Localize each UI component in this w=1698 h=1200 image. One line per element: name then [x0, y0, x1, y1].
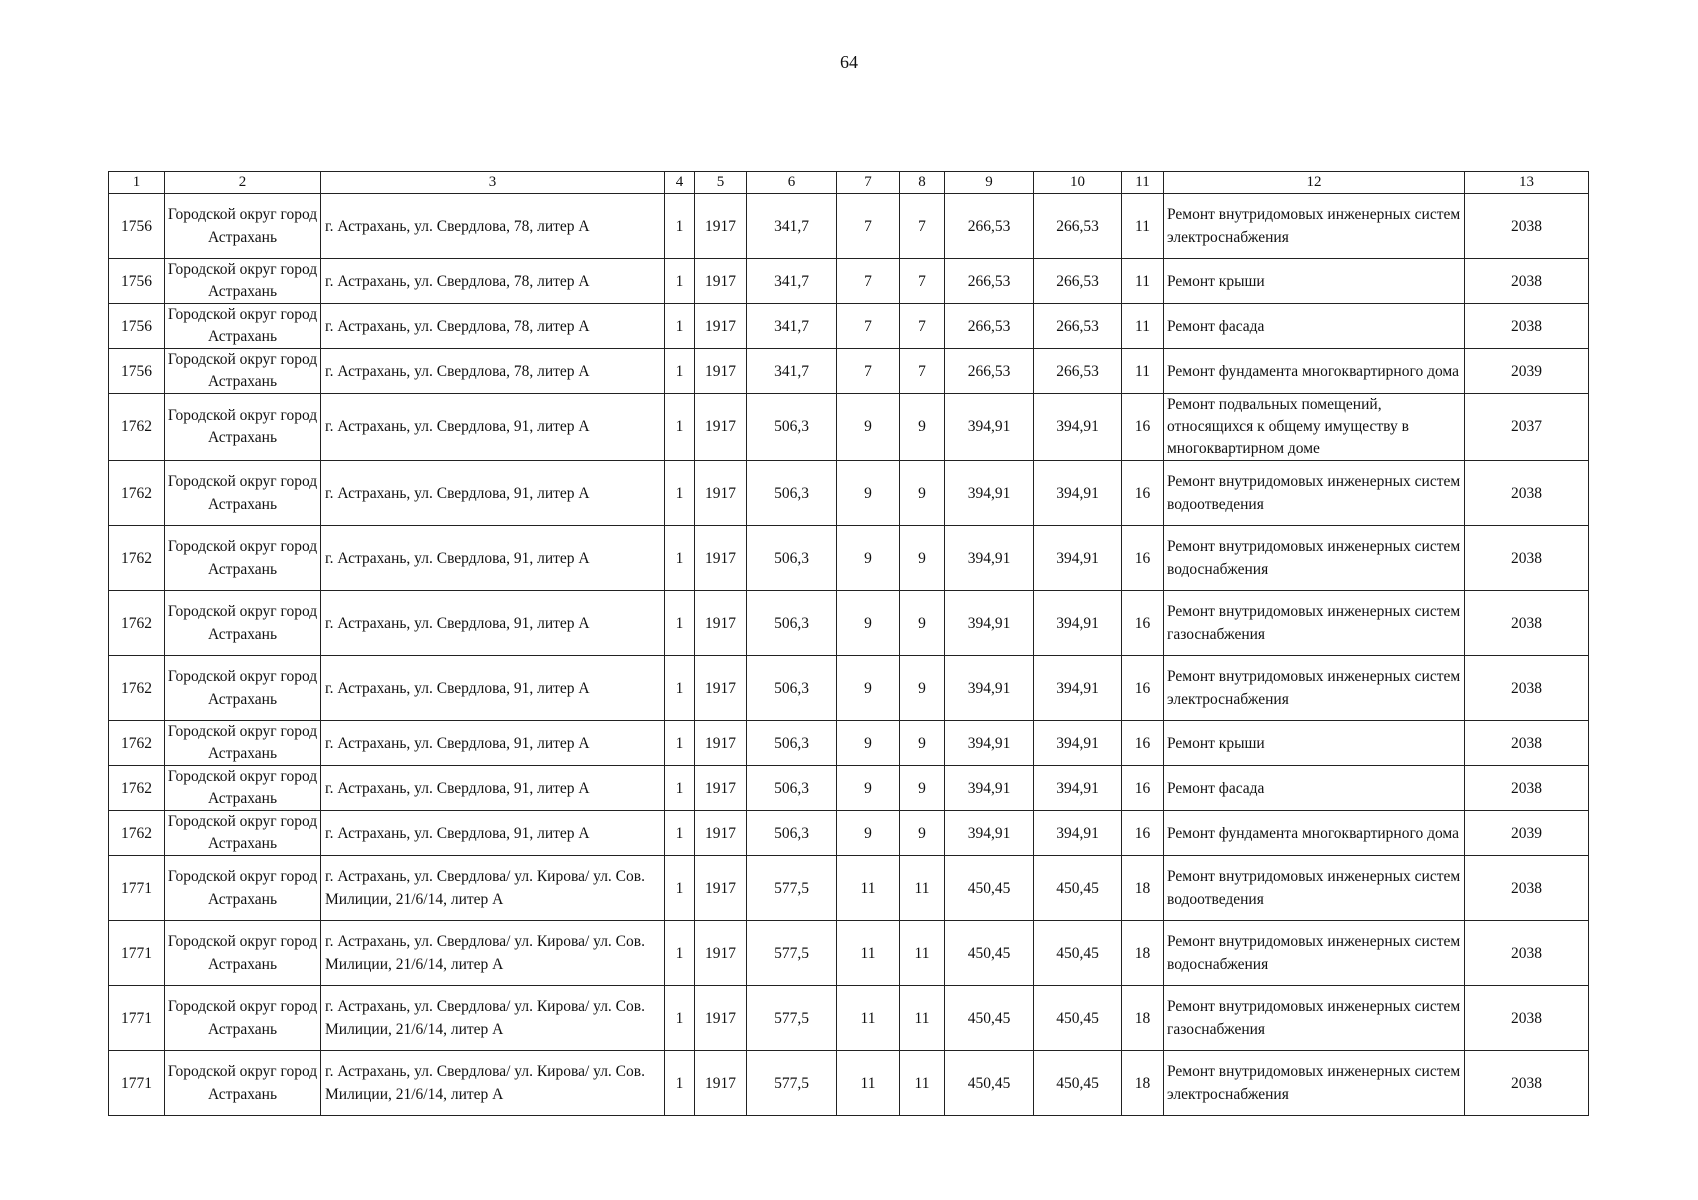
cell-floors-max: 9 — [837, 656, 900, 721]
cell-total-area: 506,3 — [747, 656, 837, 721]
cell-work-type: Ремонт внутридомовых инженерных систем водоснабжения — [1164, 921, 1465, 986]
cell-planned-year: 2039 — [1465, 349, 1589, 394]
cell-floors-min: 7 — [900, 259, 945, 304]
cell-floors-min: 11 — [900, 986, 945, 1051]
cell-residents: 18 — [1122, 856, 1164, 921]
cell-residential-area: 394,91 — [945, 766, 1034, 811]
cell-floors-max: 9 — [837, 721, 900, 766]
cell-owned-area: 394,91 — [1034, 526, 1122, 591]
cell-year-built: 1917 — [695, 349, 747, 394]
cell-residents: 16 — [1122, 461, 1164, 526]
cell-work-type: Ремонт внутридомовых инженерных систем электроснабжения — [1164, 1051, 1465, 1116]
cell-work-type: Ремонт внутридомовых инженерных систем водоотведения — [1164, 461, 1465, 526]
cell-building-count: 1 — [665, 766, 695, 811]
cell-residential-area: 394,91 — [945, 461, 1034, 526]
cell-address: г. Астрахань, ул. Свердлова/ ул. Кирова/ ул. Сов. Милиции, 21/6/14, литер А — [321, 986, 665, 1051]
cell-owned-area: 450,45 — [1034, 921, 1122, 986]
cell-year-built: 1917 — [695, 591, 747, 656]
column-header-11: 11 — [1122, 172, 1164, 194]
cell-floors-min: 9 — [900, 766, 945, 811]
column-header-10: 10 — [1034, 172, 1122, 194]
cell-planned-year: 2038 — [1465, 721, 1589, 766]
cell-work-type: Ремонт внутридомовых инженерных систем газоснабжения — [1164, 591, 1465, 656]
table-body — [109, 172, 1589, 1116]
cell-floors-min: 9 — [900, 721, 945, 766]
cell-floors-min: 7 — [900, 194, 945, 259]
cell-address: г. Астрахань, ул. Свердлова, 78, литер А — [321, 194, 665, 259]
cell-floors-max: 9 — [837, 394, 900, 461]
cell-row-number: 1756 — [109, 194, 165, 259]
cell-owned-area: 266,53 — [1034, 304, 1122, 349]
cell-planned-year: 2038 — [1465, 856, 1589, 921]
cell-residents: 16 — [1122, 394, 1164, 461]
cell-address: г. Астрахань, ул. Свердлова/ ул. Кирова/ ул. Сов. Милиции, 21/6/14, литер А — [321, 921, 665, 986]
cell-total-area: 506,3 — [747, 394, 837, 461]
cell-address: г. Астрахань, ул. Свердлова, 91, литер А — [321, 811, 665, 856]
table-row — [109, 349, 1589, 394]
cell-row-number: 1771 — [109, 1051, 165, 1116]
cell-owned-area: 394,91 — [1034, 461, 1122, 526]
table-row — [109, 591, 1589, 656]
table-row — [109, 1051, 1589, 1116]
cell-address: г. Астрахань, ул. Свердлова, 91, литер А — [321, 721, 665, 766]
cell-municipality: Городской округ город Астрахань — [165, 766, 321, 811]
cell-floors-max: 9 — [837, 766, 900, 811]
cell-total-area: 506,3 — [747, 526, 837, 591]
cell-municipality: Городской округ город Астрахань — [165, 721, 321, 766]
cell-address: г. Астрахань, ул. Свердлова, 91, литер А — [321, 526, 665, 591]
cell-building-count: 1 — [665, 656, 695, 721]
cell-residential-area: 450,45 — [945, 986, 1034, 1051]
cell-floors-max: 7 — [837, 304, 900, 349]
cell-floors-max: 9 — [837, 526, 900, 591]
cell-year-built: 1917 — [695, 986, 747, 1051]
cell-row-number: 1762 — [109, 656, 165, 721]
table-row — [109, 921, 1589, 986]
cell-residential-area: 394,91 — [945, 591, 1034, 656]
cell-year-built: 1917 — [695, 811, 747, 856]
cell-floors-min: 9 — [900, 526, 945, 591]
cell-row-number: 1762 — [109, 721, 165, 766]
cell-address: г. Астрахань, ул. Свердлова, 91, литер А — [321, 766, 665, 811]
cell-building-count: 1 — [665, 259, 695, 304]
column-header-6: 6 — [747, 172, 837, 194]
cell-owned-area: 394,91 — [1034, 811, 1122, 856]
cell-work-type: Ремонт внутридомовых инженерных систем электроснабжения — [1164, 194, 1465, 259]
cell-row-number: 1762 — [109, 811, 165, 856]
cell-floors-max: 9 — [837, 591, 900, 656]
cell-building-count: 1 — [665, 591, 695, 656]
cell-row-number: 1762 — [109, 526, 165, 591]
cell-residents: 16 — [1122, 526, 1164, 591]
table-row — [109, 721, 1589, 766]
cell-residential-area: 266,53 — [945, 304, 1034, 349]
cell-residential-area: 450,45 — [945, 1051, 1034, 1116]
cell-municipality: Городской округ город Астрахань — [165, 194, 321, 259]
cell-municipality: Городской округ город Астрахань — [165, 394, 321, 461]
cell-owned-area: 450,45 — [1034, 856, 1122, 921]
table-row — [109, 811, 1589, 856]
cell-row-number: 1771 — [109, 856, 165, 921]
cell-residential-area: 266,53 — [945, 259, 1034, 304]
column-header-8: 8 — [900, 172, 945, 194]
cell-residential-area: 450,45 — [945, 921, 1034, 986]
cell-floors-max: 11 — [837, 856, 900, 921]
cell-row-number: 1762 — [109, 766, 165, 811]
cell-total-area: 506,3 — [747, 721, 837, 766]
cell-row-number: 1762 — [109, 461, 165, 526]
cell-building-count: 1 — [665, 1051, 695, 1116]
cell-building-count: 1 — [665, 811, 695, 856]
page-number: 64 — [840, 52, 858, 72]
cell-floors-min: 11 — [900, 921, 945, 986]
cell-municipality: Городской округ город Астрахань — [165, 461, 321, 526]
cell-floors-min: 7 — [900, 349, 945, 394]
column-header-1: 1 — [109, 172, 165, 194]
cell-work-type: Ремонт фасада — [1164, 766, 1465, 811]
cell-address: г. Астрахань, ул. Свердлова/ ул. Кирова/ ул. Сов. Милиции, 21/6/14, литер А — [321, 856, 665, 921]
cell-work-type: Ремонт подвальных помещений, относящихся к общему имуществу в многоквартирном доме — [1164, 394, 1465, 461]
cell-planned-year: 2038 — [1465, 656, 1589, 721]
cell-municipality: Городской округ город Астрахань — [165, 304, 321, 349]
column-header-2: 2 — [165, 172, 321, 194]
cell-floors-min: 7 — [900, 304, 945, 349]
cell-total-area: 506,3 — [747, 461, 837, 526]
cell-building-count: 1 — [665, 526, 695, 591]
cell-total-area: 341,7 — [747, 194, 837, 259]
cell-total-area: 341,7 — [747, 349, 837, 394]
cell-planned-year: 2038 — [1465, 591, 1589, 656]
cell-address: г. Астрахань, ул. Свердлова/ ул. Кирова/ ул. Сов. Милиции, 21/6/14, литер А — [321, 1051, 665, 1116]
cell-building-count: 1 — [665, 461, 695, 526]
table-row — [109, 304, 1589, 349]
cell-floors-max: 11 — [837, 921, 900, 986]
cell-floors-max: 9 — [837, 461, 900, 526]
table-row — [109, 259, 1589, 304]
cell-municipality: Городской округ город Астрахань — [165, 349, 321, 394]
cell-total-area: 341,7 — [747, 259, 837, 304]
column-header-7: 7 — [837, 172, 900, 194]
cell-year-built: 1917 — [695, 394, 747, 461]
cell-residential-area: 450,45 — [945, 856, 1034, 921]
table-row — [109, 526, 1589, 591]
cell-year-built: 1917 — [695, 721, 747, 766]
column-header-3: 3 — [321, 172, 665, 194]
cell-residents: 11 — [1122, 349, 1164, 394]
cell-floors-min: 9 — [900, 394, 945, 461]
cell-building-count: 1 — [665, 986, 695, 1051]
cell-residential-area: 394,91 — [945, 526, 1034, 591]
cell-municipality: Городской округ город Астрахань — [165, 921, 321, 986]
cell-residents: 11 — [1122, 194, 1164, 259]
cell-residential-area: 394,91 — [945, 721, 1034, 766]
cell-year-built: 1917 — [695, 856, 747, 921]
cell-work-type: Ремонт крыши — [1164, 259, 1465, 304]
cell-row-number: 1762 — [109, 591, 165, 656]
cell-residents: 11 — [1122, 304, 1164, 349]
cell-year-built: 1917 — [695, 304, 747, 349]
cell-planned-year: 2038 — [1465, 766, 1589, 811]
cell-row-number: 1756 — [109, 259, 165, 304]
cell-year-built: 1917 — [695, 766, 747, 811]
cell-owned-area: 450,45 — [1034, 1051, 1122, 1116]
cell-address: г. Астрахань, ул. Свердлова, 91, литер А — [321, 656, 665, 721]
cell-floors-max: 7 — [837, 194, 900, 259]
cell-floors-max: 7 — [837, 349, 900, 394]
column-header-9: 9 — [945, 172, 1034, 194]
cell-planned-year: 2038 — [1465, 194, 1589, 259]
table-row — [109, 461, 1589, 526]
repair-register-table — [108, 171, 1589, 1116]
cell-work-type: Ремонт внутридомовых инженерных систем электроснабжения — [1164, 656, 1465, 721]
cell-residents: 16 — [1122, 811, 1164, 856]
cell-floors-min: 11 — [900, 856, 945, 921]
cell-row-number: 1756 — [109, 304, 165, 349]
cell-owned-area: 394,91 — [1034, 721, 1122, 766]
cell-work-type: Ремонт внутридомовых инженерных систем водоснабжения — [1164, 526, 1465, 591]
cell-municipality: Городской округ город Астрахань — [165, 986, 321, 1051]
table-row — [109, 766, 1589, 811]
cell-address: г. Астрахань, ул. Свердлова, 78, литер А — [321, 304, 665, 349]
cell-municipality: Городской округ город Астрахань — [165, 656, 321, 721]
cell-total-area: 341,7 — [747, 304, 837, 349]
cell-building-count: 1 — [665, 394, 695, 461]
cell-residents: 18 — [1122, 1051, 1164, 1116]
cell-municipality: Городской округ город Астрахань — [165, 1051, 321, 1116]
cell-planned-year: 2038 — [1465, 461, 1589, 526]
table-row — [109, 656, 1589, 721]
cell-residents: 11 — [1122, 259, 1164, 304]
cell-municipality: Городской округ город Астрахань — [165, 811, 321, 856]
cell-planned-year: 2037 — [1465, 394, 1589, 461]
cell-year-built: 1917 — [695, 461, 747, 526]
cell-residential-area: 266,53 — [945, 349, 1034, 394]
cell-work-type: Ремонт внутридомовых инженерных систем газоснабжения — [1164, 986, 1465, 1051]
column-header-4: 4 — [665, 172, 695, 194]
cell-address: г. Астрахань, ул. Свердлова, 91, литер А — [321, 591, 665, 656]
cell-building-count: 1 — [665, 194, 695, 259]
cell-address: г. Астрахань, ул. Свердлова, 78, литер А — [321, 349, 665, 394]
cell-total-area: 577,5 — [747, 921, 837, 986]
cell-owned-area: 394,91 — [1034, 656, 1122, 721]
cell-planned-year: 2038 — [1465, 1051, 1589, 1116]
cell-owned-area: 394,91 — [1034, 394, 1122, 461]
cell-work-type: Ремонт фундамента многоквартирного дома — [1164, 811, 1465, 856]
cell-owned-area: 450,45 — [1034, 986, 1122, 1051]
cell-residents: 16 — [1122, 721, 1164, 766]
cell-residential-area: 394,91 — [945, 656, 1034, 721]
cell-floors-min: 9 — [900, 656, 945, 721]
cell-row-number: 1756 — [109, 349, 165, 394]
cell-building-count: 1 — [665, 921, 695, 986]
cell-residential-area: 394,91 — [945, 811, 1034, 856]
cell-municipality: Городской округ город Астрахань — [165, 259, 321, 304]
cell-total-area: 577,5 — [747, 1051, 837, 1116]
cell-floors-min: 9 — [900, 591, 945, 656]
cell-work-type: Ремонт крыши — [1164, 721, 1465, 766]
cell-year-built: 1917 — [695, 656, 747, 721]
cell-floors-max: 7 — [837, 259, 900, 304]
cell-owned-area: 266,53 — [1034, 259, 1122, 304]
cell-row-number: 1771 — [109, 921, 165, 986]
cell-planned-year: 2038 — [1465, 304, 1589, 349]
cell-building-count: 1 — [665, 304, 695, 349]
cell-residents: 16 — [1122, 766, 1164, 811]
cell-residents: 18 — [1122, 986, 1164, 1051]
cell-floors-max: 9 — [837, 811, 900, 856]
cell-year-built: 1917 — [695, 526, 747, 591]
cell-owned-area: 394,91 — [1034, 591, 1122, 656]
cell-planned-year: 2038 — [1465, 986, 1589, 1051]
cell-residents: 16 — [1122, 656, 1164, 721]
header-row — [109, 172, 1589, 194]
cell-residents: 16 — [1122, 591, 1164, 656]
cell-address: г. Астрахань, ул. Свердлова, 78, литер А — [321, 259, 665, 304]
cell-year-built: 1917 — [695, 194, 747, 259]
cell-municipality: Городской округ город Астрахань — [165, 856, 321, 921]
cell-total-area: 577,5 — [747, 856, 837, 921]
cell-floors-max: 11 — [837, 1051, 900, 1116]
cell-building-count: 1 — [665, 721, 695, 766]
cell-work-type: Ремонт фасада — [1164, 304, 1465, 349]
table-row — [109, 856, 1589, 921]
cell-floors-min: 9 — [900, 461, 945, 526]
cell-address: г. Астрахань, ул. Свердлова, 91, литер А — [321, 461, 665, 526]
cell-residential-area: 394,91 — [945, 394, 1034, 461]
cell-building-count: 1 — [665, 856, 695, 921]
cell-year-built: 1917 — [695, 921, 747, 986]
cell-work-type: Ремонт фундамента многоквартирного дома — [1164, 349, 1465, 394]
cell-address: г. Астрахань, ул. Свердлова, 91, литер А — [321, 394, 665, 461]
cell-total-area: 577,5 — [747, 986, 837, 1051]
table-row — [109, 194, 1589, 259]
table-row — [109, 394, 1589, 461]
cell-planned-year: 2038 — [1465, 259, 1589, 304]
cell-planned-year: 2039 — [1465, 811, 1589, 856]
column-header-5: 5 — [695, 172, 747, 194]
cell-municipality: Городской округ город Астрахань — [165, 591, 321, 656]
cell-total-area: 506,3 — [747, 591, 837, 656]
cell-building-count: 1 — [665, 349, 695, 394]
cell-planned-year: 2038 — [1465, 526, 1589, 591]
cell-year-built: 1917 — [695, 1051, 747, 1116]
cell-owned-area: 266,53 — [1034, 349, 1122, 394]
cell-floors-min: 9 — [900, 811, 945, 856]
cell-floors-max: 11 — [837, 986, 900, 1051]
column-header-12: 12 — [1164, 172, 1465, 194]
cell-owned-area: 266,53 — [1034, 194, 1122, 259]
cell-total-area: 506,3 — [747, 811, 837, 856]
cell-total-area: 506,3 — [747, 766, 837, 811]
cell-residents: 18 — [1122, 921, 1164, 986]
cell-residential-area: 266,53 — [945, 194, 1034, 259]
cell-planned-year: 2038 — [1465, 921, 1589, 986]
cell-floors-min: 11 — [900, 1051, 945, 1116]
cell-municipality: Городской округ город Астрахань — [165, 526, 321, 591]
cell-row-number: 1762 — [109, 394, 165, 461]
cell-row-number: 1771 — [109, 986, 165, 1051]
cell-work-type: Ремонт внутридомовых инженерных систем водоотведения — [1164, 856, 1465, 921]
column-header-13: 13 — [1465, 172, 1589, 194]
cell-year-built: 1917 — [695, 259, 747, 304]
cell-owned-area: 394,91 — [1034, 766, 1122, 811]
table-row — [109, 986, 1589, 1051]
